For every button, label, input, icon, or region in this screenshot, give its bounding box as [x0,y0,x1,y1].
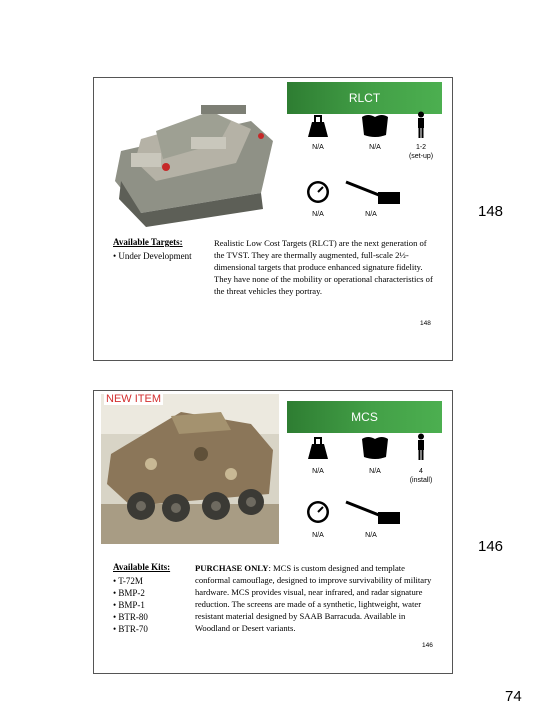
list-item: • BTR-70 [113,624,148,634]
slide-number: 148 [420,320,431,327]
crew-icon [416,111,426,139]
list-item: • BMP-2 [113,588,145,598]
banner-title: RLCT [348,91,381,105]
time-value: N/A [312,532,324,539]
description-body: : MCS is custom designed and template conformal camouflage, designed to improve survivability of military hardware. MCS provides visual, near infrared, and radar signature reduction. The screens are made of a synthetic, lightweight, water resistant material designed by SAAB Barracuda. Available in Woodland or Desert variants. [195,563,432,634]
crew-value: 4 (install) [409,468,433,484]
list-title: Available Kits: [113,562,171,572]
target-list [113,250,192,262]
power-icon [344,179,404,207]
volume-value: N/A [369,144,381,151]
slide-number: 146 [422,642,433,649]
power-icon [344,499,404,527]
weight-icon [305,114,331,138]
rlct-slide [93,77,453,361]
slide-banner [287,401,442,433]
description-lead: PURCHASE ONLY [195,563,269,573]
crew-icon [416,433,426,461]
power-value: N/A [365,532,377,539]
volume-icon [360,435,390,461]
clock-icon [305,179,331,205]
page-number: 74 [505,688,522,705]
volume-icon [360,113,390,139]
description: Realistic Low Cost Targets (RLCT) are the next generation of the TVST. They are thermally augmented, full-scale 2½-dimensional targets that produce enhanced signature fidelity. They have none of the mobility or operational characteristics of the threat vehicles they portray. [214,238,433,297]
crew-value: 1-2 (set-up) [408,144,434,160]
volume-value: N/A [369,468,381,475]
weight-icon [305,436,331,460]
power-value: N/A [365,211,377,218]
list-item: • Under Development [113,251,192,261]
time-value: N/A [312,211,324,218]
side-number: 148 [478,203,504,220]
slide-banner [287,82,442,114]
new-item-label: NEW ITEM [106,393,161,405]
list-item: • BMP-1 [113,600,145,610]
side-number: 146 [478,538,504,555]
clock-icon [305,499,331,525]
list-item: • BTR-80 [113,612,148,622]
weight-value: N/A [312,468,324,475]
list-item: • T-72M [113,576,143,586]
kit-list [113,575,148,635]
tank-photo [101,81,279,231]
mcs-slide [93,390,453,674]
weight-value: N/A [312,144,324,151]
description [195,562,440,635]
banner-title: MCS [351,410,378,424]
apc-photo [101,394,279,544]
list-title: Available Targets: [113,237,183,247]
